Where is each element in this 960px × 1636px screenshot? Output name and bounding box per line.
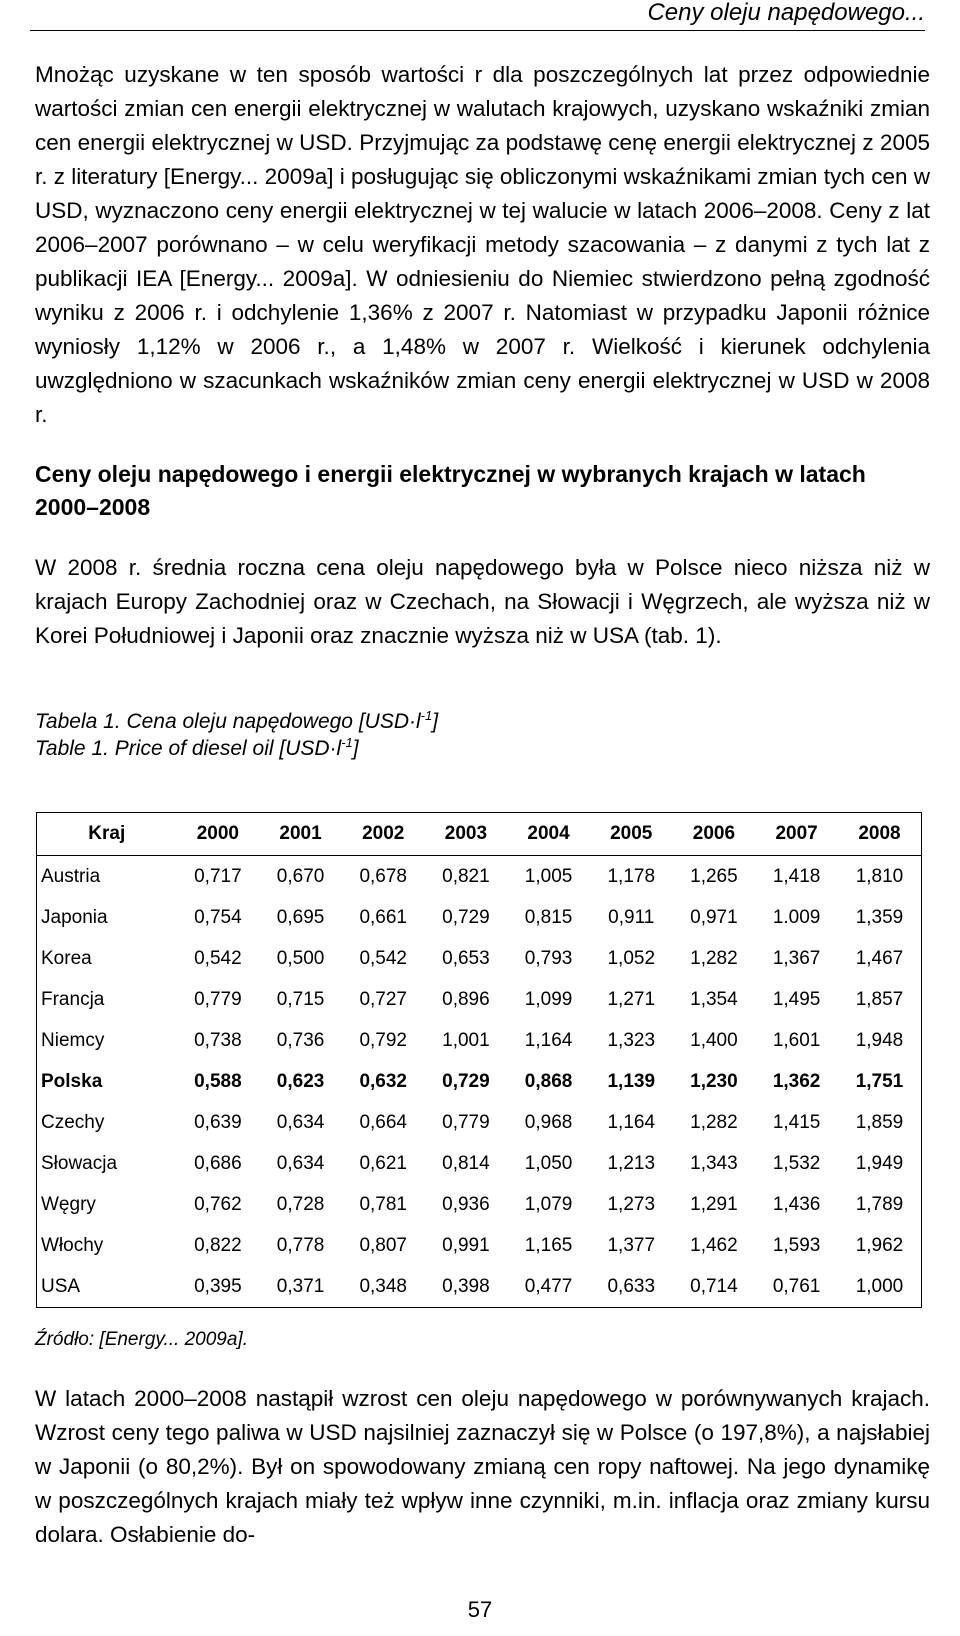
price-cell: 0,736 (276, 1029, 325, 1051)
price-cell: 0,779 (194, 988, 242, 1010)
country-cell: USA (37, 1266, 177, 1308)
price-cell: 0,727 (359, 988, 407, 1010)
price-cell: 1,343 (690, 1152, 738, 1174)
price-cell: 0,728 (276, 1193, 325, 1215)
price-cell: 1,948 (838, 1020, 922, 1061)
price-cell: 1,000 (838, 1266, 922, 1308)
table-body (37, 856, 922, 1308)
table-row (37, 1061, 922, 1102)
price-cell: 0,634 (276, 1111, 325, 1133)
price-cell: 0,633 (590, 1266, 673, 1308)
price-cell: 1,099 (524, 988, 573, 1010)
column-header-year: 2006 (673, 813, 756, 856)
price-cell: 1,789 (838, 1184, 922, 1225)
price-cell: 0,896 (442, 988, 490, 1010)
price-cell: 1,436 (772, 1193, 821, 1215)
country-cell: Korea (37, 938, 177, 979)
running-header: Ceny oleju napędowego... (30, 0, 925, 31)
country-cell: Polska (37, 1061, 177, 1102)
price-cell: 0,868 (524, 1070, 573, 1092)
price-cell: 1.009 (772, 906, 821, 928)
paragraph-diesel-2008: W 2008 r. średnia roczna cena oleju napędowego była w Polsce nieco niższa niż w krajach Europy Zachodniej oraz w Czechach, na Słowacji i Węgrzech, ale wyższa niż w Korei Południowej i Japonii oraz znacznie wyższa niż w USA (tab. 1). (35, 555, 930, 648)
price-cell: 0,793 (524, 947, 573, 969)
table-row (37, 938, 922, 979)
table-header-row (37, 813, 922, 856)
price-cell: 1,418 (772, 865, 821, 887)
price-cell: 0,695 (276, 906, 325, 928)
paragraph-electricity-prices: Mnożąc uzyskane w ten sposób wartości r dla poszczególnych lat przez odpowiednie wartości zmian cen energii elektrycznej w walutach krajowych, uzyskano wskaźniki zmian cen energii elektrycznej w USD. Przyjmując za podstawę cenę energii elektrycznej z 2005 r. z literatury [Energy... 2009a] i posługując się obliczonymi wskaźnikami zmian tych cen w USD, wyznaczono ceny energii elektrycznej w tej walucie w latach 2006–2008. Ceny z lat 2006–2007 porównano – w celu weryfikacji metody szacowania – z danymi z tych lat z publikacji IEA [Energy... 2009a]. W odniesieniu do Niemiec stwierdzono pełną zgodność wyniku z 2006 r. i odchylenie 1,36% z 2007 r. Natomiast w przypadku Japonii różnice wyniosły 1,12% w 2006 r., a 1,48% w 2007 r. Wielkość i kierunek odchylenia uwzględniono w szacunkach wskaźników zmian ceny energii elektrycznej w USD w 2008 r. (35, 62, 930, 427)
price-cell: 1,810 (838, 856, 922, 898)
price-cell: 1,282 (690, 1111, 738, 1133)
price-cell: 0,395 (177, 1266, 260, 1308)
country-cell: Węgry (37, 1184, 177, 1225)
price-cell: 1,230 (690, 1070, 738, 1092)
price-cell: 0,779 (442, 1111, 490, 1133)
table-row (37, 1102, 922, 1143)
price-cell: 1,052 (607, 947, 656, 969)
price-cell: 1,164 (524, 1029, 573, 1051)
price-cell: 1,323 (607, 1029, 656, 1051)
price-cell: 0,670 (276, 865, 325, 887)
table-row (37, 1266, 922, 1308)
price-cell: 1,462 (690, 1234, 738, 1256)
price-cell: 1,005 (524, 865, 573, 887)
price-cell: 0,678 (359, 865, 407, 887)
country-cell: Niemcy (37, 1020, 177, 1061)
table-caption-en: Table 1. Price of diesel oil $[USD\cdot l^{-1}]$ (35, 735, 359, 760)
country-cell: Włochy (37, 1225, 177, 1266)
column-header-year: 2004 (507, 813, 590, 856)
price-cell: 1,282 (690, 947, 738, 969)
table-row (37, 1225, 922, 1266)
price-cell: 0,754 (194, 906, 242, 928)
price-cell: 1,139 (607, 1070, 656, 1092)
price-cell: 0,778 (276, 1234, 325, 1256)
price-cell: 0,814 (442, 1152, 490, 1174)
price-cell: 0,991 (442, 1234, 490, 1256)
price-cell: 0,623 (276, 1070, 325, 1092)
country-cell: Japonia (37, 897, 177, 938)
price-cell: 1,265 (690, 865, 738, 887)
price-cell: 1,367 (772, 947, 821, 969)
price-cell: 1,593 (772, 1234, 821, 1256)
price-cell: 0,542 (194, 947, 242, 969)
table-row (37, 856, 922, 898)
price-cell: 0,911 (608, 906, 655, 928)
country-cell: Austria (37, 856, 177, 898)
price-cell: 1,359 (838, 897, 922, 938)
column-header-country: Kraj (37, 813, 177, 856)
country-cell: Słowacja (37, 1143, 177, 1184)
price-cell: 1,164 (607, 1111, 656, 1133)
price-cell: 1,751 (838, 1061, 922, 1102)
column-header-year: 2000 (177, 813, 260, 856)
column-header-year: 2003 (425, 813, 508, 856)
price-cell: 0,348 (342, 1266, 425, 1308)
price-cell: 0,729 (442, 906, 490, 928)
price-cell: 0,762 (194, 1193, 242, 1215)
price-cell: 1,001 (442, 1029, 490, 1051)
price-cell: 1,050 (524, 1152, 573, 1174)
price-cell: 1,962 (838, 1225, 922, 1266)
price-cell: 0,542 (359, 947, 407, 969)
price-cell: 0,634 (276, 1152, 325, 1174)
price-cell: 1,165 (524, 1234, 573, 1256)
price-cell: 0,971 (690, 906, 738, 928)
price-cell: 1,213 (607, 1152, 656, 1174)
table-row (37, 1020, 922, 1061)
price-cell: 0,822 (194, 1234, 242, 1256)
price-cell: 0,717 (194, 865, 242, 887)
column-header-year: 2007 (755, 813, 838, 856)
price-cell: 0,639 (194, 1111, 242, 1133)
price-cell: 1,273 (607, 1193, 656, 1215)
price-cell: 0,477 (507, 1266, 590, 1308)
column-header-year: 2001 (259, 813, 342, 856)
price-cell: 0,715 (276, 988, 325, 1010)
price-cell: 1,377 (607, 1234, 656, 1256)
country-cell: Francja (37, 979, 177, 1020)
price-cell: 0,588 (194, 1070, 242, 1092)
price-cell: 1,079 (524, 1193, 573, 1215)
price-cell: 1,859 (838, 1102, 922, 1143)
table-row (37, 1184, 922, 1225)
price-cell: 1,291 (690, 1193, 738, 1215)
price-cell: 0,738 (194, 1029, 242, 1051)
price-cell: 0,821 (442, 865, 490, 887)
price-cell: 0,761 (755, 1266, 838, 1308)
price-cell: 1,857 (838, 979, 922, 1020)
price-cell: 1,495 (772, 988, 821, 1010)
price-cell: 0,714 (673, 1266, 756, 1308)
table-row (37, 897, 922, 938)
price-cell: 1,415 (772, 1111, 821, 1133)
column-header-year: 2008 (838, 813, 922, 856)
paragraph-price-growth: W latach 2000–2008 nastąpił wzrost cen oleju napędowego w porównywanych krajach. Wzrost ceny tego paliwa w USD najsilniej zaznaczył się w Polsce (o 197,8%), a najsłabiej w Japonii (o 80,2%). Był on spowodowany zmianą cen ropy naftowej. Na jego dynamikę w poszczególnych krajach miały też wpływ inne czynniki, m.in. inflacja oraz zmiany kursu dolara. Osłabienie do- (35, 1386, 930, 1547)
price-cell: 1,271 (607, 988, 656, 1010)
price-cell: 1,949 (838, 1143, 922, 1184)
price-cell: 0,936 (442, 1193, 490, 1215)
price-cell: 1,467 (838, 938, 922, 979)
table-row (37, 1143, 922, 1184)
price-cell: 0,968 (524, 1111, 573, 1133)
column-header-year: 2002 (342, 813, 425, 856)
price-cell: 0,664 (359, 1111, 407, 1133)
price-cell: 1,354 (690, 988, 738, 1010)
source-note: Źródło: [Energy... 2009a]. (35, 1329, 248, 1350)
price-cell: 1,400 (690, 1029, 738, 1051)
price-cell: 0,686 (194, 1152, 242, 1174)
table-caption-pl: Tabela 1. Cena oleju napędowego $[USD\cdot l^{-1}]$ (35, 708, 439, 733)
price-cell: 1,178 (607, 865, 656, 887)
country-cell: Czechy (37, 1102, 177, 1143)
price-cell: 0,815 (524, 906, 573, 928)
price-cell: 0,661 (359, 906, 407, 928)
column-header-year: 2005 (590, 813, 673, 856)
price-cell: 0,371 (259, 1266, 342, 1308)
price-cell: 0,781 (359, 1193, 407, 1215)
page-number: 57 (467, 1597, 493, 1622)
price-cell: 0,653 (442, 947, 490, 969)
price-cell: 0,500 (276, 947, 325, 969)
price-cell: 0,621 (359, 1152, 407, 1174)
price-cell: 0,792 (359, 1029, 407, 1051)
price-cell: 1,601 (772, 1029, 821, 1051)
price-cell: 1,362 (772, 1070, 821, 1092)
price-cell: 0,398 (425, 1266, 508, 1308)
table-row (37, 979, 922, 1020)
section-heading: Ceny oleju napędowego i energii elektrycznej w wybranych krajach w latach 2000–2008 (35, 461, 866, 520)
price-cell: 0,729 (442, 1070, 490, 1092)
price-cell: 0,807 (359, 1234, 407, 1256)
price-cell: 0,632 (359, 1070, 407, 1092)
diesel-price-table (36, 812, 922, 1308)
price-cell: 1,532 (772, 1152, 821, 1174)
